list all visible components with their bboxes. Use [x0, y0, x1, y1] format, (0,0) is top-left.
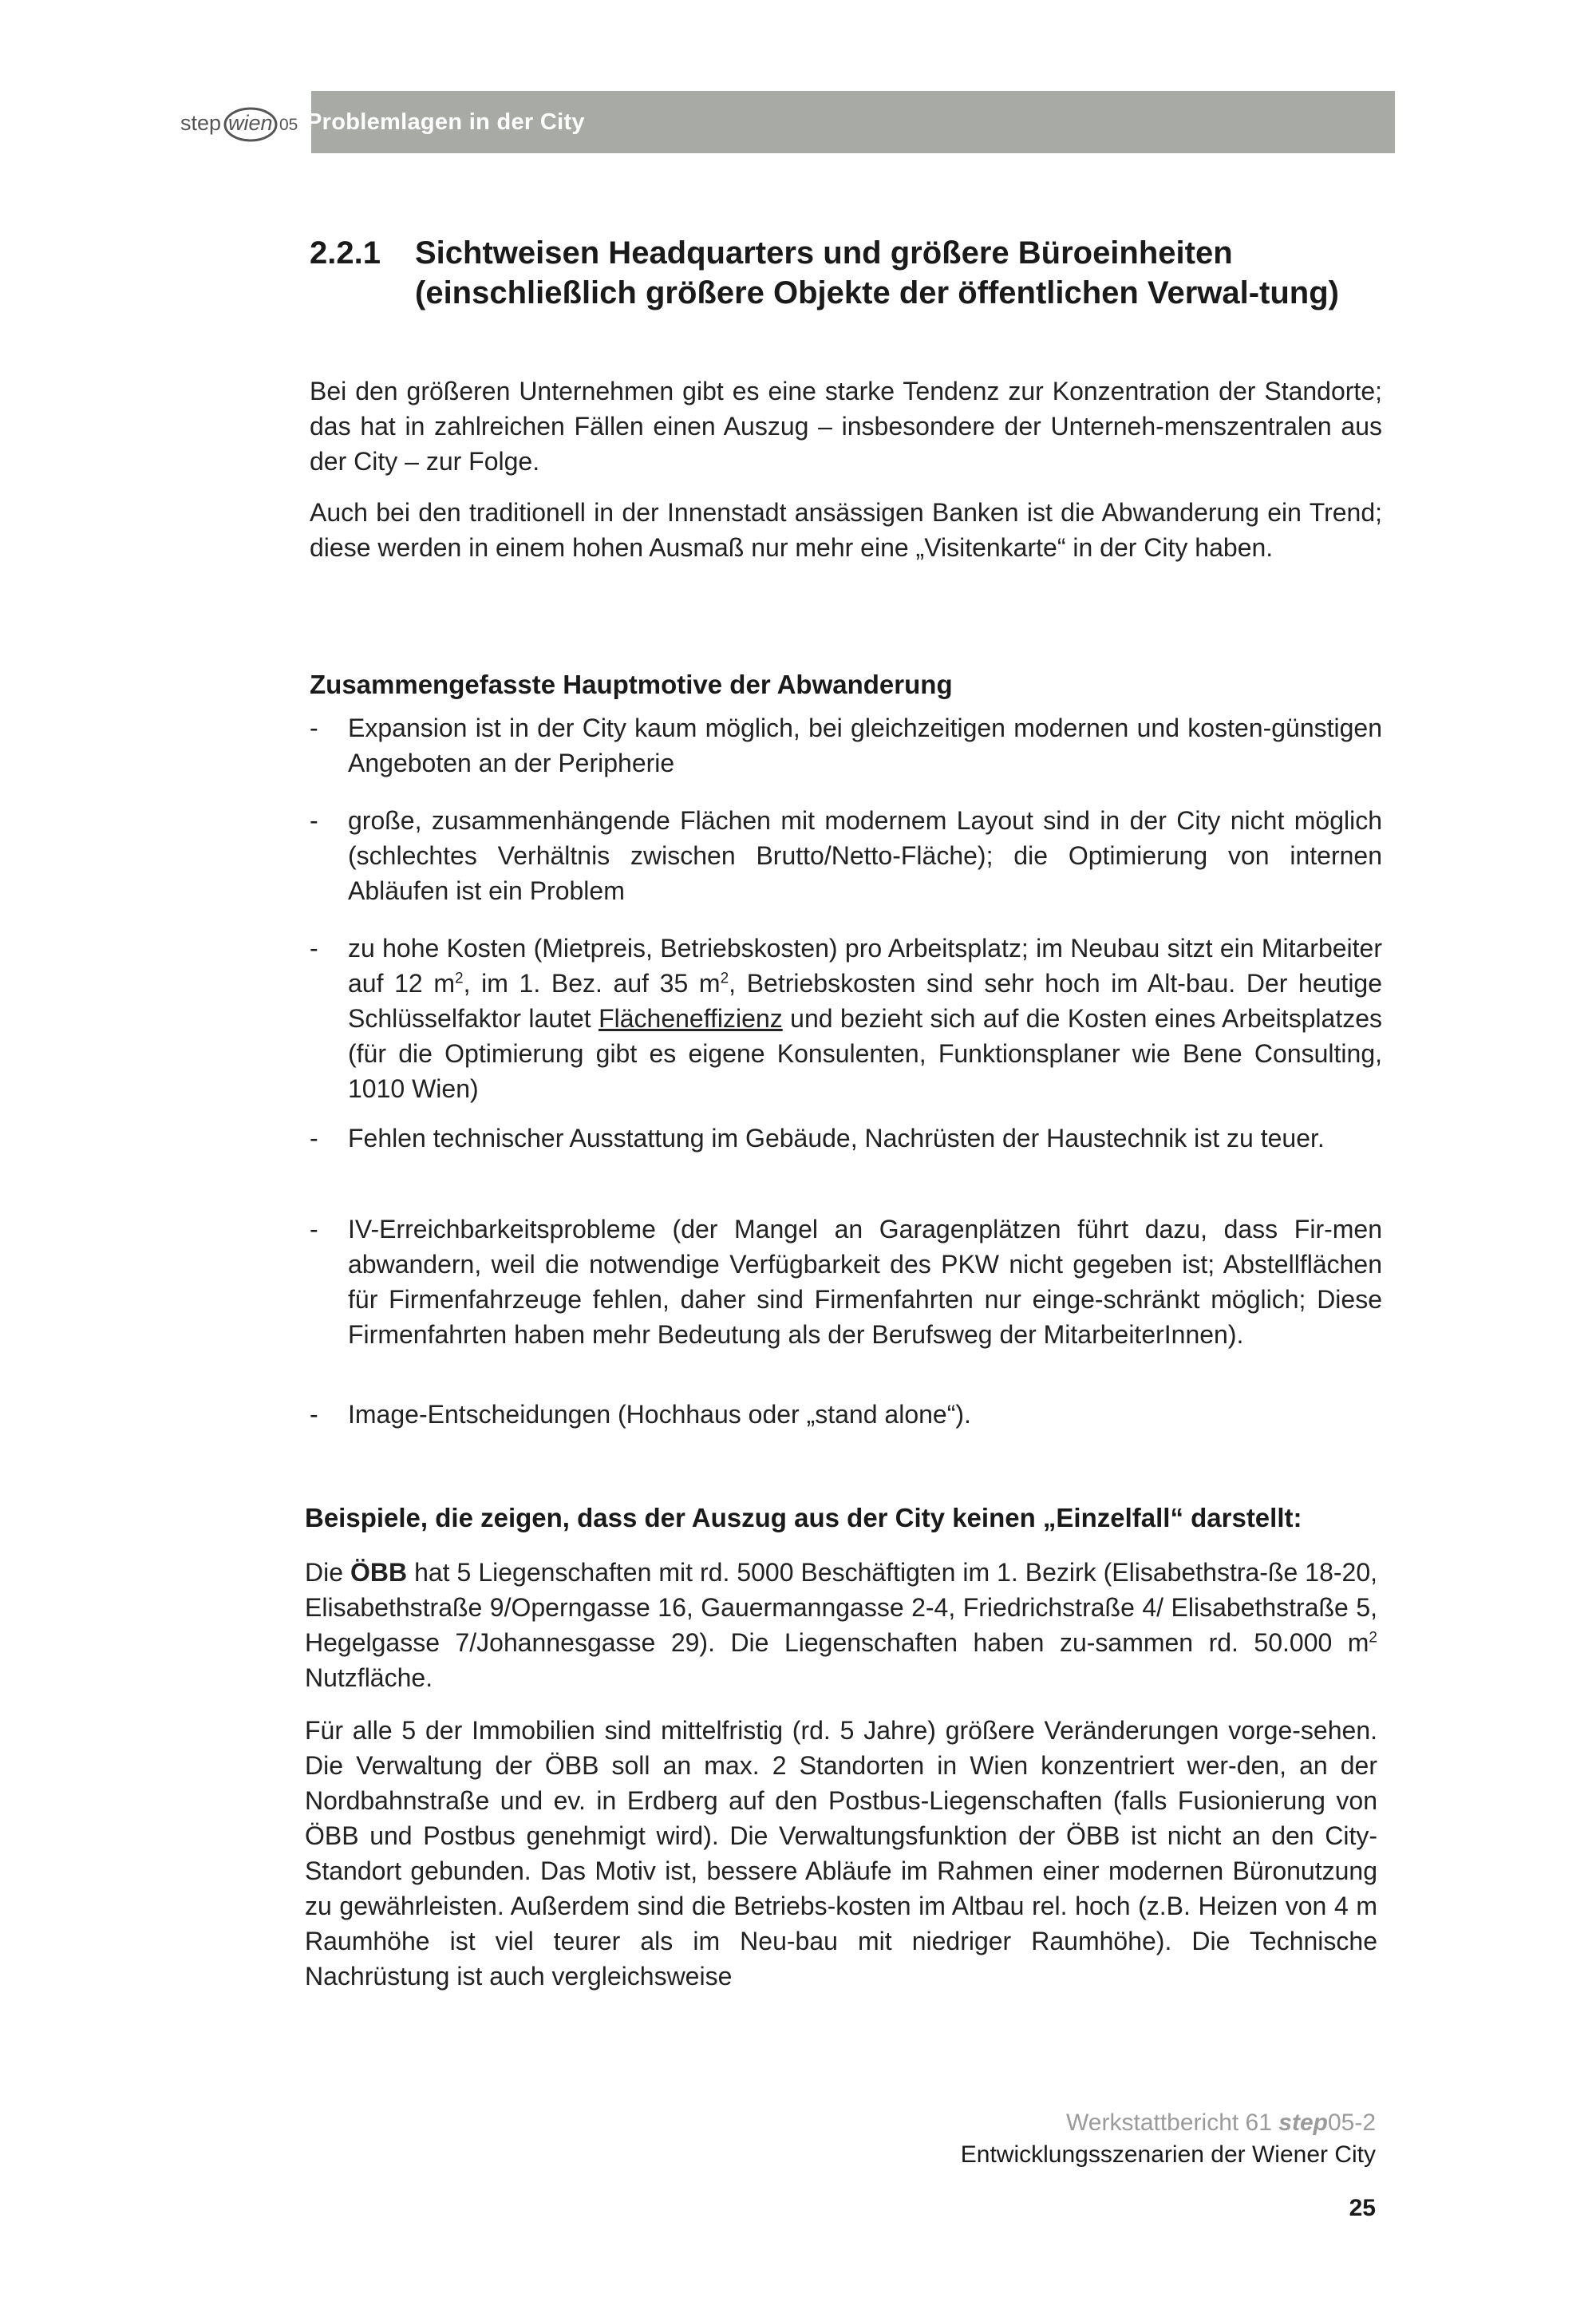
- step-wien-logo: [176, 91, 311, 153]
- list-item-text: große, zusammenhängende Flächen mit modernem Layout sind in der City nicht möglich (schlechtes Verhältnis zwischen Brutto/Netto-Fläche); die Optimierung von internen Abläufen ist ein Problem: [348, 806, 1382, 905]
- footer: [961, 2107, 1376, 2171]
- examples-paragraph-2: Für alle 5 der Immobilien sind mittelfristig (rd. 5 Jahre) größere Veränderungen vorge-sehen. Die Verwaltung der ÖBB soll an max. 2 Standorten in Wien konzentriert wer-den, an der Nordbahnstraße und ev. in Erdberg auf den Postbus-Liegenschaften (falls Fusionierung von ÖBB und Postbus genehmigt wird). Die Verwaltungsfunktion der ÖBB ist nicht an den City-Standort gebunden. Das Motiv ist, bessere Abläufe im Rahmen einer modernen Büronutzung zu gewährleisten. Außerdem sind die Betriebs-kosten im Altbau rel. hoch (z.B. Heizen von 4 m Raumhöhe ist viel teurer als im Neu-bau mit niedriger Raumhöhe). Die Technische Nachrüstung ist auch vergleichsweise: [305, 1716, 1377, 1991]
- footer-report: Werkstattbericht 61 step05-2: [1066, 2109, 1376, 2136]
- list-dash: -: [310, 934, 318, 963]
- list-dash: -: [310, 1215, 318, 1243]
- header-title: Problemlagen in der City: [306, 109, 585, 135]
- examples-heading: Beispiele, die zeigen, dass der Auszug aus der City keinen „Einzelfall“ darstellt:: [305, 1503, 1302, 1532]
- list-item-text: Image-Entscheidungen (Hochhaus oder „stand alone“).: [348, 1400, 971, 1429]
- motives-heading: Zusammengefasste Hauptmotive der Abwanderung: [310, 670, 953, 699]
- list-dash: -: [310, 806, 318, 835]
- list-item-text: IV-Erreichbarkeitsprobleme (der Mangel an Garagenplätzen führt dazu, dass Fir-men abwandern, weil die notwendige Verfügbarkeit des PKW nicht gegeben ist; Abstellflächen für Firmenfahrzeuge fehlen, daher sind Firmenfahrten nur einge-schränkt möglich; Diese Firmenfahrten haben mehr Bedeutung als der Berufsweg der MitarbeiterInnen).: [348, 1215, 1382, 1349]
- list-item-text: zu hohe Kosten (Mietpreis, Betriebskosten) pro Arbeitsplatz; im Neubau sitzt ein Mitarbeiter auf 12 $m^2$, im 1. Bez. auf 35 $m^2$, Betriebskosten sind sehr hoch im Alt-bau. Der heutige Schlüsselfaktor lautet Flächeneffizienz und bezieht sich auf die Kosten eines Arbeitsplatzes (für die Optimierung gibt es eigene Konsulenten, Funktionsplaner wie Bene Consulting, 1010 Wien): [348, 934, 1383, 1103]
- section-number: 2.2.1: [310, 235, 381, 271]
- examples-paragraph-1: Die ÖBB hat 5 Liegenschaften mit rd. 5000 Beschäftigten im 1. Bezirk (Elisabethstra-ße 18-20, Elisabethstraße 9/Operngasse 16, Gauermanngasse 2-4, Friedrichstraße 4/ Elisabethstraße 5, Hegelgasse 7/Johannesgasse 29). Die Liegenschaften haben zu-sammen rd. 50.000 $m^2$ Nutzfläche.: [305, 1558, 1378, 1692]
- list-dash: -: [310, 1124, 318, 1153]
- underlined-term: Flächeneffizienz: [598, 1004, 783, 1033]
- list-dash: -: [310, 1400, 318, 1429]
- paragraph-2: Auch bei den traditionell in der Innenstadt ansässigen Banken ist die Abwanderung ein Trend; diese werden in einem hohen Ausmaß nur mehr eine „Visitenkarte“ in der City haben.: [310, 498, 1382, 562]
- section-title: Sichtweisen Headquarters und größere Büroeinheiten (einschließlich größere Objekte der öffentlichen Verwal-tung): [415, 235, 1339, 310]
- list-dash: -: [310, 714, 318, 742]
- header-bar: [176, 91, 1395, 153]
- logo-graphic: [177, 98, 310, 146]
- list-item-text: Fehlen technischer Ausstattung im Gebäude, Nachrüsten der Haustechnik ist zu teuer.: [348, 1124, 1325, 1153]
- list-item-text: Expansion ist in der City kaum möglich, bei gleichzeitigen modernen und kosten-günstigen Angeboten an der Peripherie: [348, 714, 1382, 777]
- svg-text:05: 05: [279, 116, 298, 134]
- svg-text:wien: wien: [228, 111, 273, 135]
- page-number: 25: [1349, 2195, 1376, 2221]
- paragraph-1: Bei den größeren Unternehmen gibt es eine starke Tendenz zur Konzentration der Standorte; das hat in zahlreichen Fällen einen Auszug – insbesondere der Unterneh-menszentralen aus der City – zur Folge.: [310, 377, 1382, 476]
- svg-text:step: step: [180, 111, 222, 135]
- footer-subtitle: Entwicklungsszenarien der Wiener City: [960, 2141, 1376, 2168]
